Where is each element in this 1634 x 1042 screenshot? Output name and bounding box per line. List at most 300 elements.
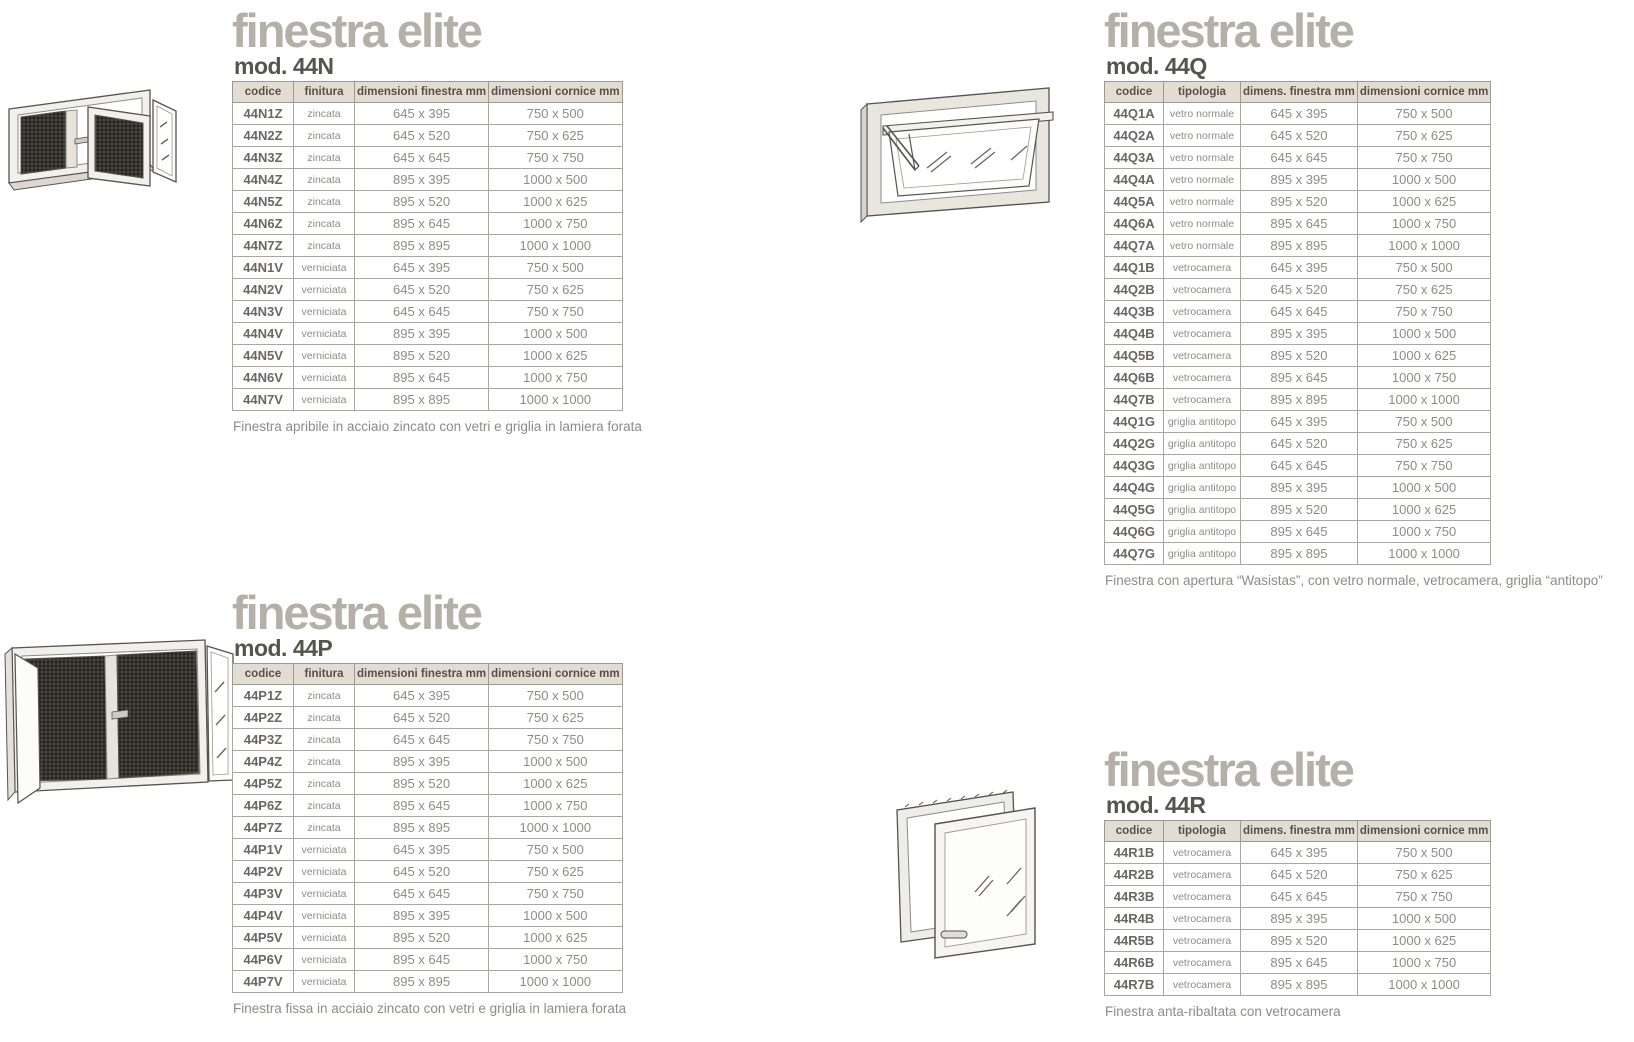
data-cell: verniciata [294, 279, 355, 301]
data-cell: 750 x 625 [489, 861, 622, 883]
code-cell: 44R1B [1105, 842, 1164, 864]
data-cell: vetrocamera [1164, 930, 1241, 952]
column-header: tipologia [1164, 821, 1241, 842]
code-cell: 44N7Z [233, 235, 294, 257]
data-cell: 1000 x 500 [1357, 323, 1490, 345]
code-cell: 44Q2G [1105, 433, 1164, 455]
code-cell: 44N4Z [233, 169, 294, 191]
data-cell: 895 x 895 [355, 817, 489, 839]
data-cell: 645 x 395 [355, 839, 489, 861]
data-cell: 895 x 395 [1241, 169, 1358, 191]
spec-table-44p [232, 663, 623, 993]
table-row [233, 367, 623, 389]
data-cell: 645 x 520 [1241, 864, 1358, 886]
table-row [233, 883, 623, 905]
page-title: finestra elite [232, 586, 481, 639]
data-cell: 1000 x 750 [489, 949, 622, 971]
page-title: finestra elite [1104, 743, 1353, 796]
data-cell: 645 x 395 [1241, 842, 1358, 864]
table-row [1105, 842, 1491, 864]
table-row [1105, 367, 1491, 389]
model-subtitle: mod. 44N [234, 53, 334, 79]
table-row [233, 861, 623, 883]
table-row [1105, 477, 1491, 499]
table-body [1105, 103, 1491, 565]
product-illustration-44q [853, 82, 1063, 232]
data-cell: 750 x 750 [489, 147, 622, 169]
table-row [1105, 279, 1491, 301]
data-cell: 895 x 520 [355, 191, 489, 213]
data-cell: 895 x 645 [355, 949, 489, 971]
data-cell: griglia antitopo [1164, 411, 1241, 433]
data-cell: zincata [294, 235, 355, 257]
section-mod-44r [1104, 745, 1491, 1019]
data-cell: 895 x 395 [355, 751, 489, 773]
code-cell: 44Q7G [1105, 543, 1164, 565]
data-cell: zincata [294, 729, 355, 751]
table-header-row [233, 664, 623, 685]
data-cell: griglia antitopo [1164, 433, 1241, 455]
product-illustration-44n [2, 82, 182, 202]
data-cell: 750 x 750 [1357, 301, 1490, 323]
table-row [233, 795, 623, 817]
column-header: dimensioni finestra mm [355, 82, 489, 103]
table-row [233, 235, 623, 257]
code-cell: 44N6Z [233, 213, 294, 235]
code-cell: 44N1V [233, 257, 294, 279]
code-cell: 44Q3B [1105, 301, 1164, 323]
data-cell: 1000 x 750 [489, 213, 622, 235]
code-cell: 44Q4B [1105, 323, 1164, 345]
data-cell: 895 x 395 [1241, 477, 1358, 499]
table-row [233, 301, 623, 323]
code-cell: 44P3V [233, 883, 294, 905]
data-cell: verniciata [294, 905, 355, 927]
section-mod-44n [232, 6, 642, 434]
data-cell: vetro normale [1164, 191, 1241, 213]
data-cell: 645 x 645 [1241, 455, 1358, 477]
table-header-row [1105, 82, 1491, 103]
data-cell: 895 x 895 [355, 389, 489, 411]
data-cell: 1000 x 625 [489, 345, 622, 367]
table-row [1105, 301, 1491, 323]
table-row [1105, 411, 1491, 433]
table-row [1105, 886, 1491, 908]
table-caption: Finestra con apertura “Wasistas”, con vetro normale, vetrocamera, griglia “antitopo” [1105, 573, 1603, 588]
code-cell: 44N1Z [233, 103, 294, 125]
code-cell: 44Q3G [1105, 455, 1164, 477]
data-cell: vetrocamera [1164, 279, 1241, 301]
product-illustration-44r [883, 780, 1048, 970]
data-cell: 750 x 500 [1357, 257, 1490, 279]
code-cell: 44R3B [1105, 886, 1164, 908]
table-row [233, 169, 623, 191]
data-cell: 895 x 895 [1241, 974, 1358, 996]
data-cell: 895 x 645 [1241, 952, 1358, 974]
code-cell: 44R5B [1105, 930, 1164, 952]
data-cell: 750 x 750 [489, 883, 622, 905]
table-row [1105, 499, 1491, 521]
data-cell: 1000 x 750 [489, 367, 622, 389]
data-cell: 750 x 500 [1357, 842, 1490, 864]
table-row [233, 125, 623, 147]
data-cell: vetrocamera [1164, 323, 1241, 345]
data-cell: 645 x 395 [1241, 257, 1358, 279]
page-title: finestra elite [1104, 4, 1353, 57]
data-cell: 645 x 395 [1241, 411, 1358, 433]
data-cell: vetrocamera [1164, 952, 1241, 974]
data-cell: zincata [294, 213, 355, 235]
data-cell: zincata [294, 147, 355, 169]
data-cell: 1000 x 500 [1357, 908, 1490, 930]
data-cell: vetro normale [1164, 147, 1241, 169]
table-caption: Finestra apribile in acciaio zincato con vetri e griglia in lamiera forata [233, 419, 642, 434]
code-cell: 44P7V [233, 971, 294, 993]
data-cell: 645 x 520 [1241, 125, 1358, 147]
table-caption: Finestra anta-ribaltata con vetrocamera [1105, 1004, 1341, 1019]
data-cell: 1000 x 750 [1357, 367, 1490, 389]
data-cell: 750 x 625 [489, 707, 622, 729]
data-cell: 645 x 520 [1241, 279, 1358, 301]
data-cell: zincata [294, 103, 355, 125]
data-cell: 750 x 500 [1357, 103, 1490, 125]
column-header: codice [233, 82, 294, 103]
column-header: dimensioni cornice mm [1357, 82, 1490, 103]
data-cell: 645 x 645 [355, 147, 489, 169]
column-header: tipologia [1164, 82, 1241, 103]
column-header: finitura [294, 664, 355, 685]
table-row [1105, 235, 1491, 257]
data-cell: 1000 x 750 [1357, 213, 1490, 235]
data-cell: 895 x 395 [355, 323, 489, 345]
table-header-row [233, 82, 623, 103]
data-cell: 645 x 645 [355, 729, 489, 751]
table-row [1105, 125, 1491, 147]
column-header: codice [1105, 821, 1164, 842]
data-cell: 1000 x 625 [1357, 345, 1490, 367]
code-cell: 44Q5A [1105, 191, 1164, 213]
data-cell: 750 x 750 [1357, 886, 1490, 908]
code-cell: 44Q7A [1105, 235, 1164, 257]
data-cell: 750 x 500 [489, 257, 622, 279]
table-row [1105, 864, 1491, 886]
data-cell: vetro normale [1164, 125, 1241, 147]
data-cell: 895 x 520 [1241, 499, 1358, 521]
data-cell: 895 x 395 [1241, 908, 1358, 930]
data-cell: 895 x 520 [355, 345, 489, 367]
data-cell: 1000 x 625 [1357, 930, 1490, 952]
data-cell: verniciata [294, 257, 355, 279]
data-cell: 895 x 395 [1241, 323, 1358, 345]
code-cell: 44N4V [233, 323, 294, 345]
data-cell: 895 x 895 [355, 235, 489, 257]
data-cell: verniciata [294, 927, 355, 949]
table-row [233, 949, 623, 971]
table-row [233, 707, 623, 729]
table-row [1105, 543, 1491, 565]
data-cell: 1000 x 1000 [489, 817, 622, 839]
column-header: finitura [294, 82, 355, 103]
code-cell: 44N5V [233, 345, 294, 367]
data-cell: vetrocamera [1164, 842, 1241, 864]
data-cell: zincata [294, 191, 355, 213]
code-cell: 44P2Z [233, 707, 294, 729]
code-cell: 44Q2A [1105, 125, 1164, 147]
table-row [233, 103, 623, 125]
code-cell: 44Q7B [1105, 389, 1164, 411]
data-cell: 1000 x 500 [489, 323, 622, 345]
column-header: dimensioni finestra mm [355, 664, 489, 685]
table-row [1105, 974, 1491, 996]
data-cell: 750 x 625 [1357, 433, 1490, 455]
data-cell: 1000 x 625 [489, 773, 622, 795]
data-cell: vetrocamera [1164, 864, 1241, 886]
code-cell: 44Q1G [1105, 411, 1164, 433]
data-cell: 750 x 500 [489, 839, 622, 861]
data-cell: 645 x 395 [355, 257, 489, 279]
code-cell: 44Q4A [1105, 169, 1164, 191]
data-cell: 750 x 750 [1357, 455, 1490, 477]
product-illustration-44p [0, 630, 238, 808]
table-row [1105, 147, 1491, 169]
data-cell: 1000 x 500 [489, 905, 622, 927]
data-cell: 1000 x 750 [1357, 521, 1490, 543]
data-cell: 1000 x 500 [1357, 169, 1490, 191]
data-cell: zincata [294, 751, 355, 773]
table-row [1105, 455, 1491, 477]
data-cell: zincata [294, 773, 355, 795]
data-cell: vetrocamera [1164, 345, 1241, 367]
data-cell: 895 x 895 [1241, 235, 1358, 257]
section-mod-44q [1104, 6, 1603, 588]
data-cell: vetrocamera [1164, 974, 1241, 996]
data-cell: griglia antitopo [1164, 455, 1241, 477]
code-cell: 44N3Z [233, 147, 294, 169]
data-cell: 895 x 520 [1241, 191, 1358, 213]
data-cell: 645 x 520 [355, 861, 489, 883]
data-cell: 1000 x 1000 [489, 971, 622, 993]
table-row [233, 323, 623, 345]
data-cell: zincata [294, 817, 355, 839]
data-cell: 895 x 520 [1241, 345, 1358, 367]
data-cell: verniciata [294, 971, 355, 993]
code-cell: 44R7B [1105, 974, 1164, 996]
table-header-row [1105, 821, 1491, 842]
column-header: codice [1105, 82, 1164, 103]
code-cell: 44Q6G [1105, 521, 1164, 543]
data-cell: 645 x 520 [355, 707, 489, 729]
table-row [1105, 169, 1491, 191]
table-row [1105, 103, 1491, 125]
table-row [233, 817, 623, 839]
data-cell: 1000 x 625 [489, 927, 622, 949]
table-row [1105, 908, 1491, 930]
data-cell: 895 x 645 [355, 795, 489, 817]
data-cell: 1000 x 1000 [1357, 974, 1490, 996]
code-cell: 44P3Z [233, 729, 294, 751]
data-cell: 895 x 645 [355, 367, 489, 389]
data-cell: griglia antitopo [1164, 499, 1241, 521]
code-cell: 44R2B [1105, 864, 1164, 886]
table-row [233, 345, 623, 367]
table-row [233, 729, 623, 751]
code-cell: 44N5Z [233, 191, 294, 213]
data-cell: 895 x 645 [355, 213, 489, 235]
table-row [233, 389, 623, 411]
table-row [233, 147, 623, 169]
data-cell: 750 x 625 [1357, 279, 1490, 301]
table-row [1105, 930, 1491, 952]
data-cell: 895 x 395 [355, 905, 489, 927]
data-cell: zincata [294, 707, 355, 729]
table-row [1105, 213, 1491, 235]
data-cell: 645 x 520 [1241, 433, 1358, 455]
data-cell: 1000 x 500 [489, 169, 622, 191]
data-cell: 895 x 520 [355, 927, 489, 949]
code-cell: 44P5Z [233, 773, 294, 795]
data-cell: 1000 x 1000 [1357, 235, 1490, 257]
data-cell: 750 x 625 [1357, 864, 1490, 886]
code-cell: 44Q2B [1105, 279, 1164, 301]
spec-table-44q [1104, 81, 1491, 565]
data-cell: 895 x 895 [1241, 389, 1358, 411]
table-row [233, 971, 623, 993]
data-cell: 750 x 625 [1357, 125, 1490, 147]
data-cell: 645 x 645 [1241, 301, 1358, 323]
data-cell: 895 x 895 [1241, 543, 1358, 565]
data-cell: 1000 x 500 [1357, 477, 1490, 499]
spec-table-44n [232, 81, 623, 411]
data-cell: 645 x 645 [1241, 886, 1358, 908]
section-mod-44p [232, 588, 626, 1016]
code-cell: 44Q3A [1105, 147, 1164, 169]
data-cell: zincata [294, 685, 355, 707]
data-cell: 895 x 645 [1241, 213, 1358, 235]
data-cell: zincata [294, 125, 355, 147]
data-cell: 750 x 500 [489, 685, 622, 707]
data-cell: 1000 x 1000 [489, 235, 622, 257]
data-cell: vetrocamera [1164, 257, 1241, 279]
code-cell: 44R4B [1105, 908, 1164, 930]
code-cell: 44N2V [233, 279, 294, 301]
table-row [233, 927, 623, 949]
code-cell: 44N3V [233, 301, 294, 323]
data-cell: vetro normale [1164, 169, 1241, 191]
data-cell: 645 x 645 [355, 301, 489, 323]
code-cell: 44P2V [233, 861, 294, 883]
table-row [233, 279, 623, 301]
column-header: dimensioni cornice mm [489, 664, 622, 685]
data-cell: griglia antitopo [1164, 477, 1241, 499]
data-cell: verniciata [294, 345, 355, 367]
table-row [1105, 257, 1491, 279]
data-cell: verniciata [294, 949, 355, 971]
data-cell: 750 x 625 [489, 125, 622, 147]
table-row [1105, 389, 1491, 411]
data-cell: vetrocamera [1164, 886, 1241, 908]
data-cell: griglia antitopo [1164, 543, 1241, 565]
data-cell: 1000 x 1000 [1357, 389, 1490, 411]
data-cell: verniciata [294, 301, 355, 323]
code-cell: 44N6V [233, 367, 294, 389]
data-cell: vetrocamera [1164, 389, 1241, 411]
code-cell: 44Q6A [1105, 213, 1164, 235]
model-subtitle: mod. 44P [234, 635, 333, 661]
data-cell: 895 x 395 [355, 169, 489, 191]
data-cell: 895 x 645 [1241, 367, 1358, 389]
code-cell: 44Q1A [1105, 103, 1164, 125]
table-row [233, 751, 623, 773]
data-cell: 750 x 750 [489, 729, 622, 751]
data-cell: 645 x 645 [1241, 147, 1358, 169]
data-cell: 645 x 395 [355, 103, 489, 125]
data-cell: 895 x 645 [1241, 521, 1358, 543]
data-cell: vetro normale [1164, 235, 1241, 257]
code-cell: 44Q6B [1105, 367, 1164, 389]
code-cell: 44Q4G [1105, 477, 1164, 499]
table-body [1105, 842, 1491, 996]
code-cell: 44P1Z [233, 685, 294, 707]
data-cell: zincata [294, 795, 355, 817]
data-cell: 645 x 520 [355, 125, 489, 147]
code-cell: 44P4V [233, 905, 294, 927]
code-cell: 44P5V [233, 927, 294, 949]
model-subtitle: mod. 44Q [1106, 53, 1207, 79]
column-header: dimens. finestra mm [1241, 821, 1358, 842]
column-header: dimens. finestra mm [1241, 82, 1358, 103]
model-subtitle: mod. 44R [1106, 792, 1206, 818]
data-cell: verniciata [294, 367, 355, 389]
data-cell: 1000 x 1000 [1357, 543, 1490, 565]
table-caption: Finestra fissa in acciaio zincato con vetri e griglia in lamiera forata [233, 1001, 627, 1016]
data-cell: 895 x 895 [355, 971, 489, 993]
data-cell: 750 x 500 [1357, 411, 1490, 433]
data-cell: 750 x 750 [489, 301, 622, 323]
code-cell: 44P1V [233, 839, 294, 861]
table-row [233, 773, 623, 795]
table-row [233, 257, 623, 279]
spec-table-44r [1104, 820, 1491, 996]
table-row [233, 839, 623, 861]
data-cell: griglia antitopo [1164, 521, 1241, 543]
table-row [1105, 433, 1491, 455]
data-cell: verniciata [294, 861, 355, 883]
data-cell: vetrocamera [1164, 908, 1241, 930]
data-cell: vetro normale [1164, 103, 1241, 125]
column-header: codice [233, 664, 294, 685]
code-cell: 44Q1B [1105, 257, 1164, 279]
code-cell: 44P6V [233, 949, 294, 971]
code-cell: 44Q5G [1105, 499, 1164, 521]
data-cell: 645 x 395 [1241, 103, 1358, 125]
data-cell: verniciata [294, 839, 355, 861]
data-cell: 1000 x 1000 [489, 389, 622, 411]
page-title: finestra elite [232, 4, 481, 57]
data-cell: 645 x 520 [355, 279, 489, 301]
table-row [1105, 191, 1491, 213]
data-cell: 1000 x 625 [489, 191, 622, 213]
data-cell: verniciata [294, 389, 355, 411]
code-cell: 44N7V [233, 389, 294, 411]
data-cell: 1000 x 625 [1357, 191, 1490, 213]
data-cell: zincata [294, 169, 355, 191]
column-header: dimensioni cornice mm [489, 82, 622, 103]
data-cell: 1000 x 500 [489, 751, 622, 773]
table-row [1105, 521, 1491, 543]
data-cell: 1000 x 625 [1357, 499, 1490, 521]
data-cell: 1000 x 750 [1357, 952, 1490, 974]
data-cell: 895 x 520 [1241, 930, 1358, 952]
